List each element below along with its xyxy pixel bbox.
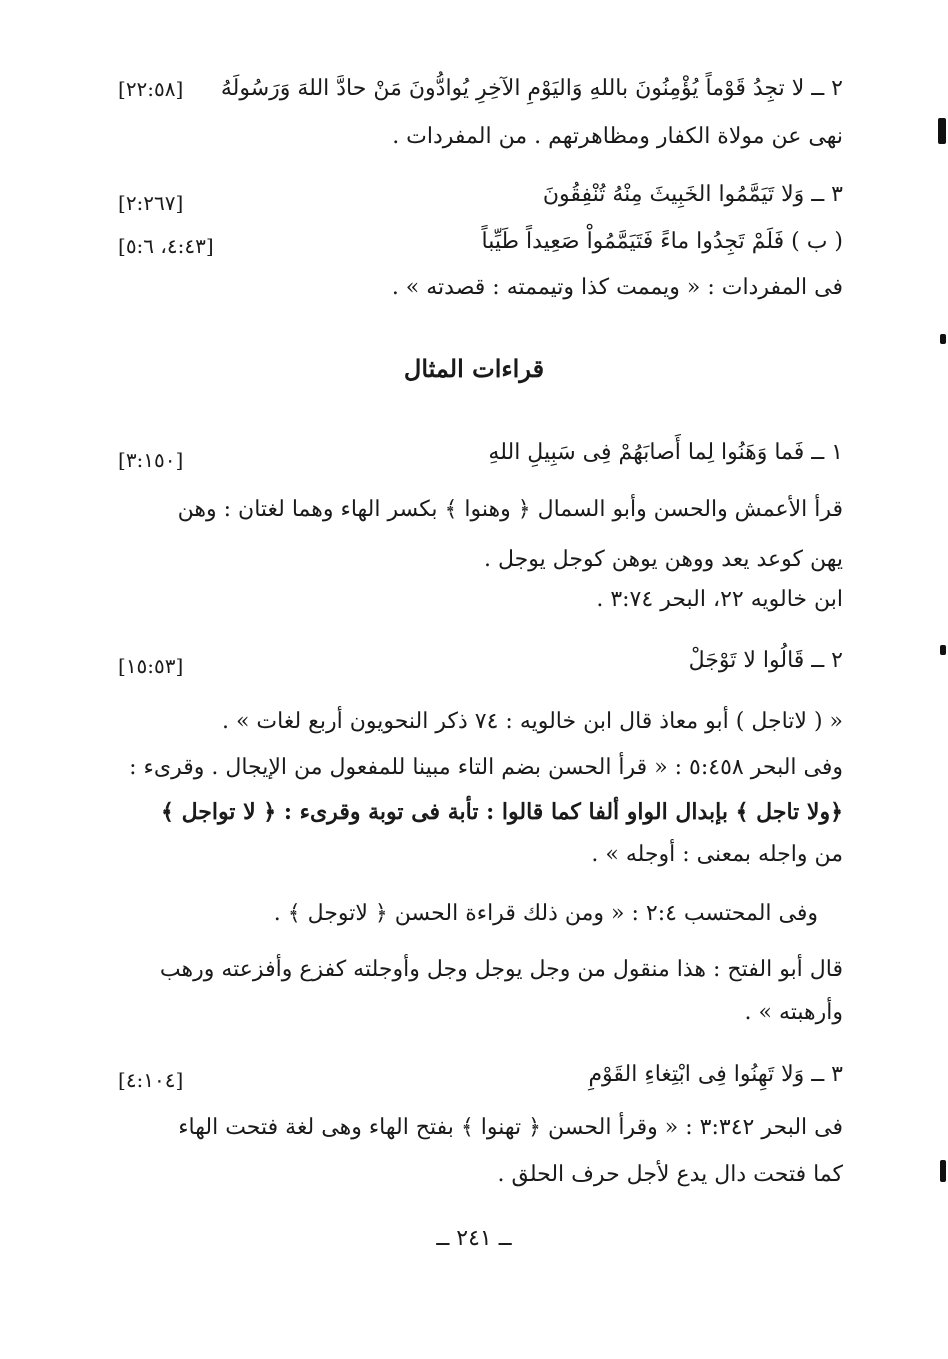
commentary-line: نهى عن مولاة الكفار ومظاهرتهم . من المفردات . xyxy=(392,124,843,149)
verse-line: ٢ ــ لا تجِدُ قَوْماً يُؤْمِنُونَ باللهِ وَاليَوْمِ الآخِرِ يُوادُّونَ مَنْ حادَّ اللهَ وَرَسُولَهُ xyxy=(220,76,843,101)
verse-reference: [٢:٢٦٧] xyxy=(118,191,184,215)
scan-edge-mark xyxy=(940,334,946,344)
verse-line: ٣ ــ وَلا تَهِنُوا فِى ابْتِغاءِ القَوْمِ xyxy=(588,1062,843,1087)
commentary-line: « ( لاتاجل ) أبو معاذ قال ابن خالويه : ٧٤ ذكر النحويون أربع لغات » . xyxy=(221,709,843,734)
commentary-line: من واجله بمعنى : أوجله » . xyxy=(591,842,843,867)
verse-line: ٢ ــ قَالُوا لا تَوْجَلْ xyxy=(688,648,843,673)
commentary-line: كما فتحت دال يدع لأجل حرف الحلق . xyxy=(497,1162,843,1187)
commentary-line: وفى البحر ٥:٤٥٨ : « قرأ الحسن بضم التاء مبينا للمفعول من الإيجال . وقرىء : xyxy=(129,755,843,780)
verse-reference: [١٥:٥٣] xyxy=(118,654,184,678)
section-heading: قراءات المثال xyxy=(403,354,545,383)
commentary-line: وفى المحتسب ٢:٤ : « ومن ذلك قراءة الحسن ﴿ لاتوجل ﴾ . xyxy=(273,901,818,926)
verse-reference: [٣:١٥٠] xyxy=(118,448,184,472)
commentary-line: يهن كوعد يعد ووهن يوهن كوجل يوجل . xyxy=(483,547,843,572)
commentary-line: ﴿ولا تاجل ﴾ بإبدال الواو ألفا كما قالوا : تأبة فى توبة وقرىء : ﴿ لا تواجل ﴾ xyxy=(161,799,843,825)
commentary-line: فى المفردات : « ويممت كذا وتيممته : قصدته » . xyxy=(391,275,843,300)
commentary-line: قال أبو الفتح : هذا منقول من وجل يوجل وجل وأوجلته كفزع وأفزعته ورهب xyxy=(159,957,843,982)
verse-line: ( ب ) فَلَمْ تَجِدُوا ماءً فَتَيَمَّمُواْ صَعِيداً طَيِّباً xyxy=(481,229,843,254)
source-line: ابن خالويه ٢٢، البحر ٣:٧٤ . xyxy=(596,587,843,612)
commentary-line: قرأ الأعمش والحسن وأبو السمال ﴿ وهنوا ﴾ بكسر الهاء وهما لغتان : وهن xyxy=(177,497,843,522)
verse-reference: [٤:١٠٤] xyxy=(118,1068,184,1092)
scan-edge-mark xyxy=(940,645,946,655)
verse-reference: [٤:٤٣، ٥:٦] xyxy=(118,234,214,258)
commentary-line: فى البحر ٣:٣٤٢ : « وقرأ الحسن ﴿ تهنوا ﴾ بفتح الهاء وهى لغة فتحت الهاء xyxy=(178,1115,843,1140)
verse-line: ١ ــ فَما وَهَنُوا لِما أَصابَهُمْ فِى سَبِيلِ اللهِ xyxy=(488,440,843,465)
verse-reference: [٢٢:٥٨] xyxy=(118,77,184,101)
page-number: ــ ٢٤١ ــ xyxy=(436,1226,512,1251)
scan-edge-mark xyxy=(940,1160,946,1182)
scan-edge-mark xyxy=(938,118,946,144)
verse-line: ٣ ــ وَلا تَيَمَّمُوا الخَبِيثَ مِنْهُ تُنْفِقُونَ xyxy=(542,182,843,207)
commentary-line: وأرهبته » . xyxy=(744,1000,843,1025)
